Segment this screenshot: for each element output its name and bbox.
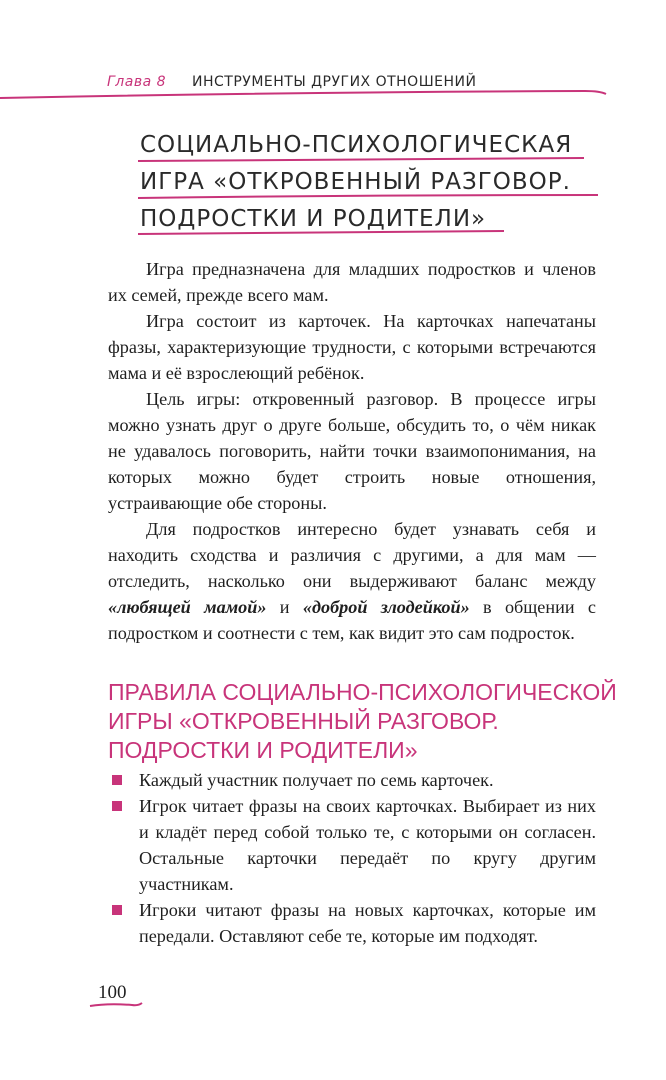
- paragraph: Игра предназначена для младших подростков и членов их семей, прежде всего мам.: [108, 259, 596, 305]
- running-head-rule: [0, 86, 666, 106]
- rule-text: Каждый участник получает по семь карточек.: [139, 770, 494, 790]
- rule-text: Игроки читают фразы на новых карточках, которые им передали. Оставляют себе те, которые им подходят.: [139, 900, 596, 946]
- emphasis-kind-villain: «доброй злодейкой»: [302, 597, 470, 617]
- rule-text: Игрок читает фразы на своих карточках. Выбирает из них и кладёт перед собой только те, с которыми он согласен. Остальные карточки передаёт по кругу другим участникам.: [139, 796, 596, 894]
- title-underlines: [136, 157, 616, 237]
- paragraph: [108, 516, 596, 646]
- page-number: 100: [98, 982, 127, 1003]
- chapter-label: Глава 8: [107, 74, 167, 90]
- paragraph: Цель игры: откровенный разговор. В процессе игры можно узнать друг о друге больше, обсудить то, о чём никак не удавалось поговорить, найти точки взаимопонимания, на которых можно будет строить новые отношения, устраивающие обе стороны.: [108, 389, 596, 513]
- square-bullet-icon: [112, 905, 122, 915]
- rule-item: [108, 897, 596, 949]
- rule-item: [108, 767, 596, 793]
- section-heading-line: ИГРЫ «ОТКРОВЕННЫЙ РАЗГОВОР.: [108, 708, 499, 734]
- section-heading-line: ПОДРОСТКИ И РОДИТЕЛИ»: [108, 737, 418, 763]
- square-bullet-icon: [112, 775, 122, 785]
- paragraph: Игра состоит из карточек. На карточках напечатаны фразы, характеризующие трудности, с которыми встречаются мама и её взрослеющий ребёнок.: [108, 311, 596, 383]
- main-title-line: СОЦИАЛЬНО-ПСИХОЛОГИЧЕСКАЯ: [140, 132, 573, 158]
- rule-item: [108, 793, 596, 897]
- section-heading-line: ПРАВИЛА СОЦИАЛЬНО-ПСИХОЛОГИЧЕСКОЙ: [108, 679, 617, 705]
- chapter-title: ИНСТРУМЕНТЫ ДРУГИХ ОТНОШЕНИЙ: [192, 74, 477, 90]
- page-number-underline: [88, 1000, 148, 1012]
- rules-list: [108, 767, 596, 949]
- emphasis-loving-mom: «любящей мамой»: [108, 597, 267, 617]
- main-title-line: ПОДРОСТКИ И РОДИТЕЛИ»: [140, 206, 487, 232]
- square-bullet-icon: [112, 801, 122, 811]
- section-heading: [108, 678, 617, 765]
- paragraph-text: и: [266, 597, 303, 617]
- paragraph-text: Для подростков интересно будет узнавать себя и находить сходства и различия с другими, а для мам — отследить, насколько они выдерживают баланс между: [108, 519, 596, 591]
- body-text: [108, 256, 596, 646]
- main-title-line: ИГРА «ОТКРОВЕННЫЙ РАЗГОВОР.: [140, 169, 571, 195]
- paragraph-text: в общении с подростком и соотнести с тем, как видит это сам подросток.: [108, 597, 596, 643]
